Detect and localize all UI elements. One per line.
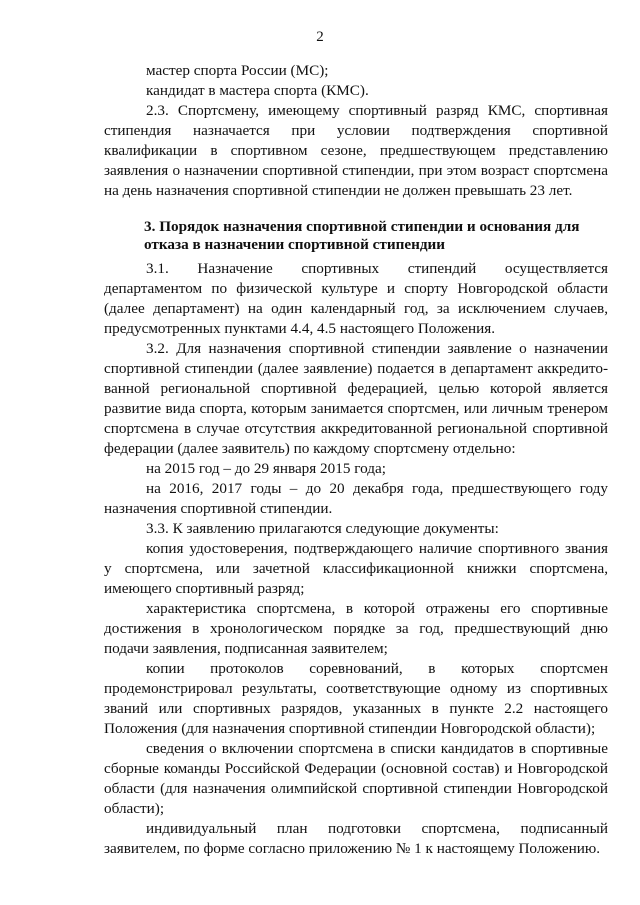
paragraph: характеристика спортсмена, в которой отражены его спортивные достижения в хронологическом порядке за год, предшествующий дню подачи заявления, подписанная заявителем; — [104, 600, 608, 657]
paragraph: копия удостоверения, подтверждающего наличие спортивного звания у спортсмена, или зачетной классификационной книжки спортсмена, имеющего спортивный разряд; — [104, 540, 608, 597]
paragraph: на 2016, 2017 годы – до 20 декабря года, предшествующего году назначения спортивной стипендии. — [104, 480, 608, 517]
document-body — [104, 61, 608, 859]
paragraph: кандидат в мастера спорта (КМС). — [146, 82, 369, 99]
paragraph: сведения о включении спортсмена в списки кандидатов в спортивные сборные команды Российской Федерации (основной состав) и Новгородской области (для назначения олимпийской спортивной стипендии Новгородской области); — [104, 740, 608, 817]
paragraph: 3.3. К заявлению прилагаются следующие документы: — [146, 520, 499, 537]
paragraph: 2.3. Спортсмену, имеющему спортивный разряд КМС, спортивная стипендия назначается при условии подтверждения спортивной квалификации в спортивном сезоне, предшествующем представлению заявления о назначении спортивной стипендии, при этом возраст спортсмена на день назначения спортивной стипендии не должен превышать 23 лет. — [104, 102, 608, 199]
paragraph: 3.1. Назначение спортивных стипендий осуществляется департаментом по физической культуре и спорту Новгородской области (далее департамент) на один календарный год, за исключением случаев, предусмотренных пунктами 4.4, 4.5 настоящего Положения. — [104, 260, 608, 337]
paragraph: 3.2. Для назначения спортивной стипендии заявление о назначении спортивной стипендии (далее заявление) подается в департамент аккредитованной региональной спортивной федерацией, целью которой является развитие вида спорта, которым занимается спортсмен, или личным тренером спортсмена в случае отсутствия аккредитованной региональной спортивной федерации (далее заявитель) по каждому спортсмену отдельно: — [104, 340, 608, 457]
paragraph: копии протоколов соревнований, в которых спортсмен продемонстрировал результаты, соответствующие одному из спортивных званий или спортивных разрядов, указанных в пункте 2.2 настоящего Положения (для назначения спортивной стипендии Новгородской области); — [104, 660, 608, 737]
paragraph: мастер спорта России (МС); — [146, 62, 329, 79]
paragraph: на 2015 год – до 29 января 2015 года; — [146, 460, 386, 477]
paragraph: индивидуальный план подготовки спортсмена, подписанный заявителем, по форме согласно приложению № 1 к настоящему Положению. — [104, 820, 608, 857]
page-number: 2 — [316, 29, 324, 45]
section-heading: 3. Порядок назначения спортивной стипендии и основания для отказа в назначении спортивной стипендии — [144, 218, 580, 253]
